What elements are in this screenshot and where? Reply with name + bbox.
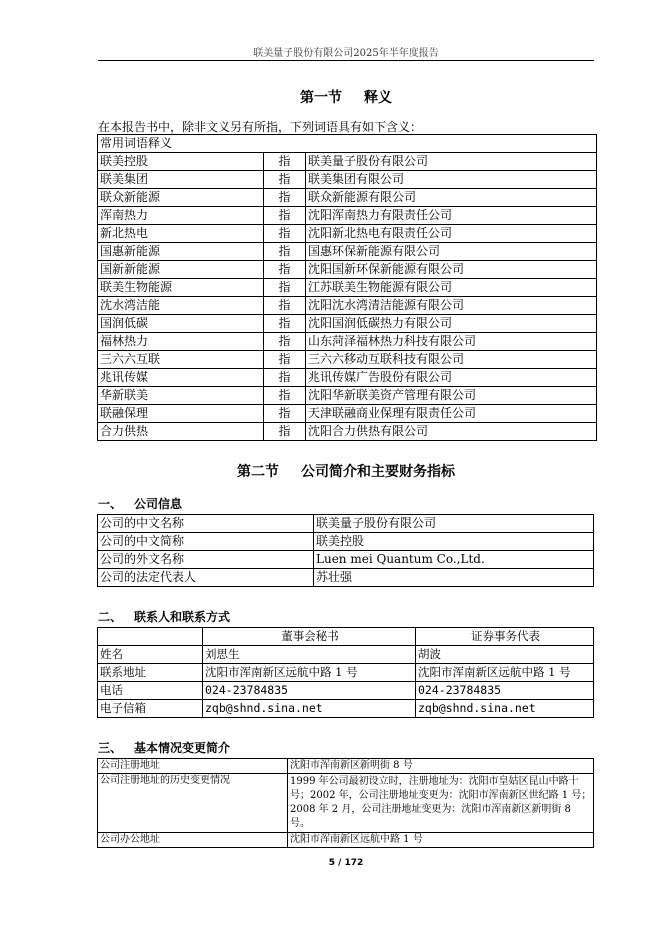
contacts-table	[97, 627, 594, 718]
term-row	[98, 423, 597, 441]
company-info-title: 公司信息	[134, 497, 183, 511]
term-row	[98, 315, 597, 333]
section-1-number: 第一节	[300, 90, 342, 106]
basic-change-label: 公司办公地址	[98, 833, 288, 848]
term-name: 华新联美	[98, 387, 264, 405]
section-2-title	[98, 461, 594, 481]
contacts-header-blank	[98, 628, 203, 646]
company-info-label: 公司的法定代表人	[98, 569, 314, 587]
company-info-table	[97, 514, 594, 587]
section-1-title	[98, 87, 594, 107]
term-separator: 指	[264, 153, 306, 171]
term-row	[98, 351, 597, 369]
company-info-label: 公司的外文名称	[98, 551, 314, 569]
term-row	[98, 387, 597, 405]
term-definition: 沈阳沈水湾清洁能源有限公司	[306, 297, 597, 315]
basic-changes-number: 三、	[98, 741, 123, 755]
term-row	[98, 261, 597, 279]
term-row	[98, 189, 597, 207]
term-name: 联美集团	[98, 171, 264, 189]
contact-row	[98, 682, 594, 700]
contact-secretary-value: 024-23784835	[203, 682, 416, 700]
basic-change-row	[98, 759, 594, 774]
term-name: 兆讯传媒	[98, 369, 264, 387]
section-2-name: 公司简介和主要财务指标	[301, 464, 455, 480]
term-definition: 沈阳新北热电有限责任公司	[306, 225, 597, 243]
term-row	[98, 369, 597, 387]
term-definition: 沈阳华新联美资产管理有限公司	[306, 387, 597, 405]
page-header: 联美量子股份有限公司2025年半年度报告	[253, 48, 439, 59]
term-separator: 指	[264, 171, 306, 189]
term-definition: 兆讯传媒广告股份有限公司	[306, 369, 597, 387]
term-row	[98, 243, 597, 261]
company-info-value: 联美控股	[314, 533, 594, 551]
terms-caption-row	[98, 135, 597, 153]
contacts-col-rep: 证券事务代表	[416, 628, 594, 646]
company-info-number: 一、	[98, 497, 123, 511]
basic-change-label: 公司注册地址	[98, 759, 288, 774]
section-2-number: 第二节	[237, 464, 279, 480]
basic-changes-heading	[98, 739, 230, 756]
term-name: 沈水湾洁能	[98, 297, 264, 315]
contacts-number: 二、	[98, 610, 123, 624]
contact-rep-value: 胡波	[416, 646, 594, 664]
term-name: 国新新能源	[98, 261, 264, 279]
term-separator: 指	[264, 315, 306, 333]
term-separator: 指	[264, 405, 306, 423]
contact-label: 联系地址	[98, 664, 203, 682]
term-separator: 指	[264, 207, 306, 225]
term-definition: 三六六移动互联科技有限公司	[306, 351, 597, 369]
term-separator: 指	[264, 351, 306, 369]
term-row	[98, 405, 597, 423]
term-separator: 指	[264, 261, 306, 279]
term-name: 国惠新能源	[98, 243, 264, 261]
basic-changes-title: 基本情况变更简介	[134, 741, 231, 755]
page-number: 5 / 172	[328, 858, 364, 868]
term-definition: 沈阳国润低碳热力有限公司	[306, 315, 597, 333]
contact-rep-value: 024-23784835	[416, 682, 594, 700]
terms-table	[97, 134, 597, 441]
term-row	[98, 333, 597, 351]
contacts-heading	[98, 608, 230, 625]
company-info-label: 公司的中文简称	[98, 533, 314, 551]
term-definition: 联美集团有限公司	[306, 171, 597, 189]
term-name: 联美控股	[98, 153, 264, 171]
contacts-header-row	[98, 628, 594, 646]
term-separator: 指	[264, 333, 306, 351]
term-definition: 天津联融商业保理有限责任公司	[306, 405, 597, 423]
term-separator: 指	[264, 369, 306, 387]
contact-row	[98, 664, 594, 682]
term-separator: 指	[264, 189, 306, 207]
company-info-row	[98, 569, 594, 587]
term-separator: 指	[264, 423, 306, 441]
term-row	[98, 225, 597, 243]
contact-rep-value: zqb@shnd.sina.net	[416, 700, 594, 718]
header-divider	[98, 60, 594, 61]
term-definition: 沈阳国新环保新能源有限公司	[306, 261, 597, 279]
contact-secretary-value: 沈阳市浑南新区远航中路 1 号	[203, 664, 416, 682]
term-row	[98, 279, 597, 297]
term-row	[98, 207, 597, 225]
contacts-col-secretary: 董事会秘书	[203, 628, 416, 646]
term-name: 浑南热力	[98, 207, 264, 225]
term-name: 联众新能源	[98, 189, 264, 207]
term-name: 福林热力	[98, 333, 264, 351]
contact-label: 姓名	[98, 646, 203, 664]
term-name: 联融保理	[98, 405, 264, 423]
contact-label: 电话	[98, 682, 203, 700]
basic-change-value: 1999 年公司最初设立时，注册地址为：沈阳市皇姑区昆山中路十号；2002 年，公司注册地址变更为：沈阳市浑南新区世纪路 1 号；2008 年 2 月，公司注册地址变更为：沈阳市浑南新区新明街 8 号。	[288, 774, 594, 833]
term-separator: 指	[264, 297, 306, 315]
contact-row	[98, 700, 594, 718]
company-info-label: 公司的中文名称	[98, 515, 314, 533]
term-row	[98, 297, 597, 315]
term-definition: 联众新能源有限公司	[306, 189, 597, 207]
term-definition: 江苏联美生物能源有限公司	[306, 279, 597, 297]
term-definition: 沈阳合力供热有限公司	[306, 423, 597, 441]
term-separator: 指	[264, 279, 306, 297]
term-separator: 指	[264, 243, 306, 261]
contact-label: 电子信箱	[98, 700, 203, 718]
company-info-row	[98, 551, 594, 569]
basic-change-value: 沈阳市浑南新区新明街 8 号	[288, 759, 594, 774]
company-info-value: Luen mei Quantum Co.,Ltd.	[314, 551, 594, 569]
term-definition: 山东菏泽福林热力科技有限公司	[306, 333, 597, 351]
contact-secretary-value: 刘思生	[203, 646, 416, 664]
term-name: 国润低碳	[98, 315, 264, 333]
company-info-heading	[98, 495, 182, 512]
contact-secretary-value: zqb@shnd.sina.net	[203, 700, 416, 718]
basic-change-row	[98, 774, 594, 833]
term-name: 合力供热	[98, 423, 264, 441]
term-separator: 指	[264, 387, 306, 405]
terms-caption: 常用词语释义	[98, 135, 597, 153]
term-row	[98, 153, 597, 171]
contacts-title: 联系人和联系方式	[134, 610, 231, 624]
term-definition: 国惠环保新能源有限公司	[306, 243, 597, 261]
basic-change-row	[98, 833, 594, 848]
basic-change-label: 公司注册地址的历史变更情况	[98, 774, 288, 833]
company-info-row	[98, 533, 594, 551]
basic-change-value: 沈阳市浑南新区远航中路 1 号	[288, 833, 594, 848]
contact-row	[98, 646, 594, 664]
company-info-value: 联美量子股份有限公司	[314, 515, 594, 533]
term-name: 联美生物能源	[98, 279, 264, 297]
term-name: 三六六互联	[98, 351, 264, 369]
company-info-row	[98, 515, 594, 533]
term-definition: 联美量子股份有限公司	[306, 153, 597, 171]
intro-text: 在本报告书中，除非文义另有所指，下列词语具有如下含义：	[98, 120, 423, 134]
term-definition: 沈阳浑南热力有限责任公司	[306, 207, 597, 225]
section-1-name: 释义	[364, 90, 392, 106]
term-separator: 指	[264, 225, 306, 243]
company-info-value: 苏壮强	[314, 569, 594, 587]
contact-rep-value: 沈阳市浑南新区远航中路 1 号	[416, 664, 594, 682]
term-name: 新北热电	[98, 225, 264, 243]
basic-changes-table	[97, 758, 594, 848]
term-row	[98, 171, 597, 189]
